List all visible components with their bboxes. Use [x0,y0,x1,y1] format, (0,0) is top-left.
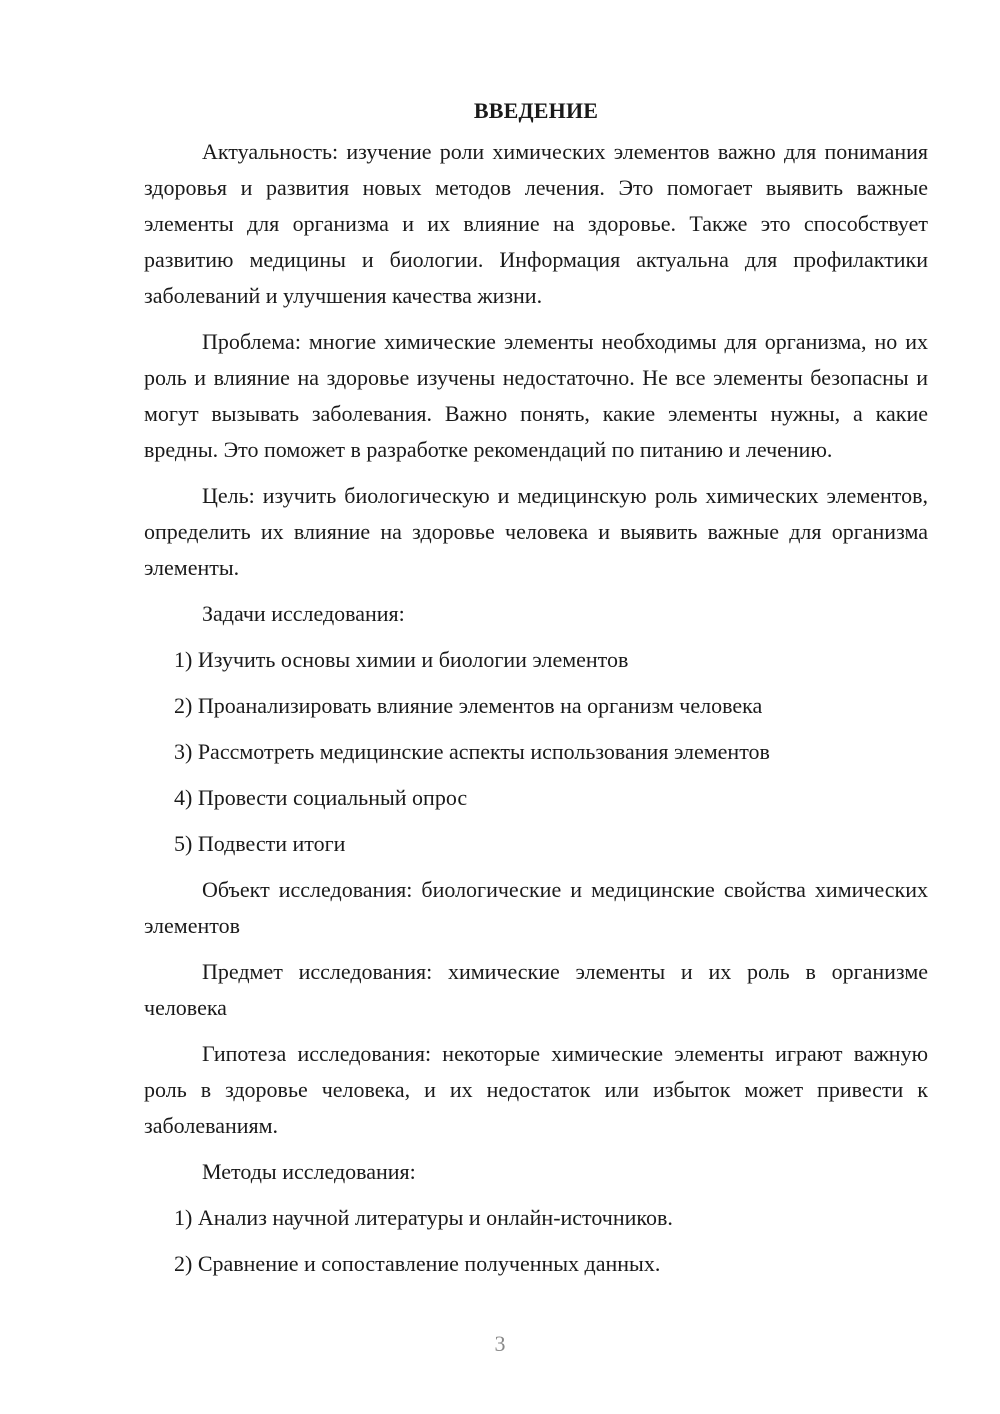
task-item: 4) Провести социальный опрос [174,785,468,810]
goal-paragraph: Цель: изучить биологическую и медицинскую роль химических элементов, определить их влияние на здоровье человека и выявить важные для организма элементы. [144,483,928,580]
object-paragraph: Объект исследования: биологические и медицинские свойства химических элементов [144,877,928,938]
relevance-paragraph: Актуальность: изучение роли химических элементов важно для понимания здоровья и развития новых методов лечения. Это помогает выявить важные элементы для организма и их влияние на здоровье. Также это способствует развитию медицины и биологии. Информация актуальна для профилактики заболеваний и улучшения качества жизни. [144,139,928,308]
page-number: 3 [494,1331,506,1356]
method-item: 1) Анализ научной литературы и онлайн-источников. [174,1205,673,1230]
task-item: 5) Подвести итоги [174,831,346,856]
tasks-heading: Задачи исследования: [202,601,405,626]
hypothesis-paragraph: Гипотеза исследования: некоторые химические элементы играют важную роль в здоровье человека, и их недостаток или избыток может привести к заболеваниям. [144,1041,928,1138]
methods-heading: Методы исследования: [202,1159,416,1184]
problem-paragraph: Проблема: многие химические элементы необходимы для организма, но их роль и влияние на здоровье изучены недостаточно. Не все элементы безопасны и могут вызывать заболевания. Важно понять, какие элементы нужны, а какие вредны. Это поможет в разработке рекомендаций по питанию и лечению. [144,329,928,462]
task-item: 3) Рассмотреть медицинские аспекты использования элементов [174,739,770,764]
section-heading: ВВЕДЕНИЕ [473,98,599,123]
subject-paragraph: Предмет исследования: химические элементы и их роль в организме человека [144,959,928,1020]
task-item: 2) Проанализировать влияние элементов на организм человека [174,693,763,718]
method-item: 2) Сравнение и сопоставление полученных данных. [174,1251,661,1276]
document-page [144,96,928,1292]
task-item: 1) Изучить основы химии и биологии элементов [174,647,629,672]
